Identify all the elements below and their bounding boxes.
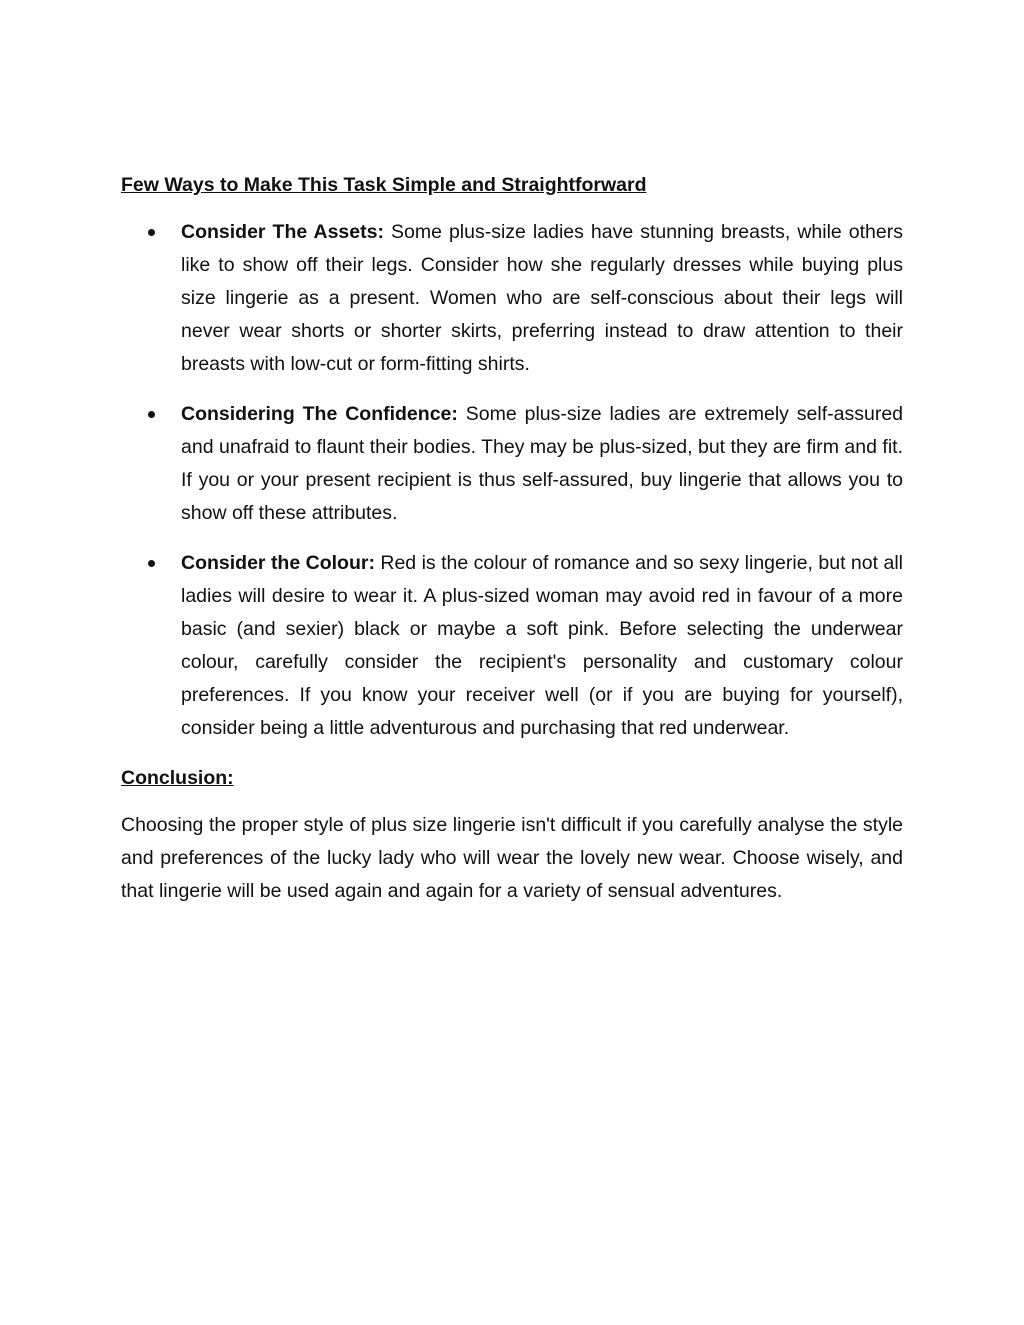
bullet-point-icon — [148, 411, 155, 418]
bullet-title: Considering The Confidence: — [181, 403, 466, 425]
section-heading: Few Ways to Make This Task Simple and Straightforward — [121, 174, 647, 196]
conclusion-heading: Conclusion: — [121, 767, 234, 789]
conclusion-paragraph: Choosing the proper style of plus size lingerie isn't difficult if you carefully analyse the style and preferences of the lucky lady who will wear the lovely new wear. Choose wisely, and that lingerie will be used again and again for a variety of sensual adventures. — [121, 814, 903, 902]
bullet-title: Consider the Colour: — [181, 552, 381, 574]
bullet-text: Red is the colour of romance and so sexy lingerie, but not all ladies will desire to wear it. A plus-sized woman may avoid red in favour of a more basic (and sexier) black or maybe a soft pink. Before selecting the underwear colour, carefully consider the recipient's personality and customary colour preferences. If you know your receiver well (or if you are buying for yourself), consider being a little adventurous and purchasing that red underwear. — [181, 552, 903, 739]
bullet-list — [121, 216, 903, 745]
bullet-item-colour — [121, 547, 903, 745]
bullet-point-icon — [148, 229, 155, 236]
document-page — [121, 170, 903, 908]
bullet-point-icon — [148, 560, 155, 567]
bullet-title: Consider The Assets: — [181, 221, 391, 243]
bullet-text: Some plus-size ladies have stunning breasts, while others like to show off their legs. Consider how she regularly dresses while buying plus size lingerie as a present. Women who are self-conscious about their legs will never wear shorts or shorter skirts, preferring instead to draw attention to their breasts with low-cut or form-fitting shirts. — [181, 221, 903, 375]
bullet-item-assets — [121, 216, 903, 381]
bullet-text: Some plus-size ladies are extremely self-assured and unafraid to flaunt their bodies. They may be plus-sized, but they are firm and fit. If you or your present recipient is thus self-assured, buy lingerie that allows you to show off these attributes. — [181, 403, 904, 524]
bullet-item-confidence — [121, 398, 903, 530]
